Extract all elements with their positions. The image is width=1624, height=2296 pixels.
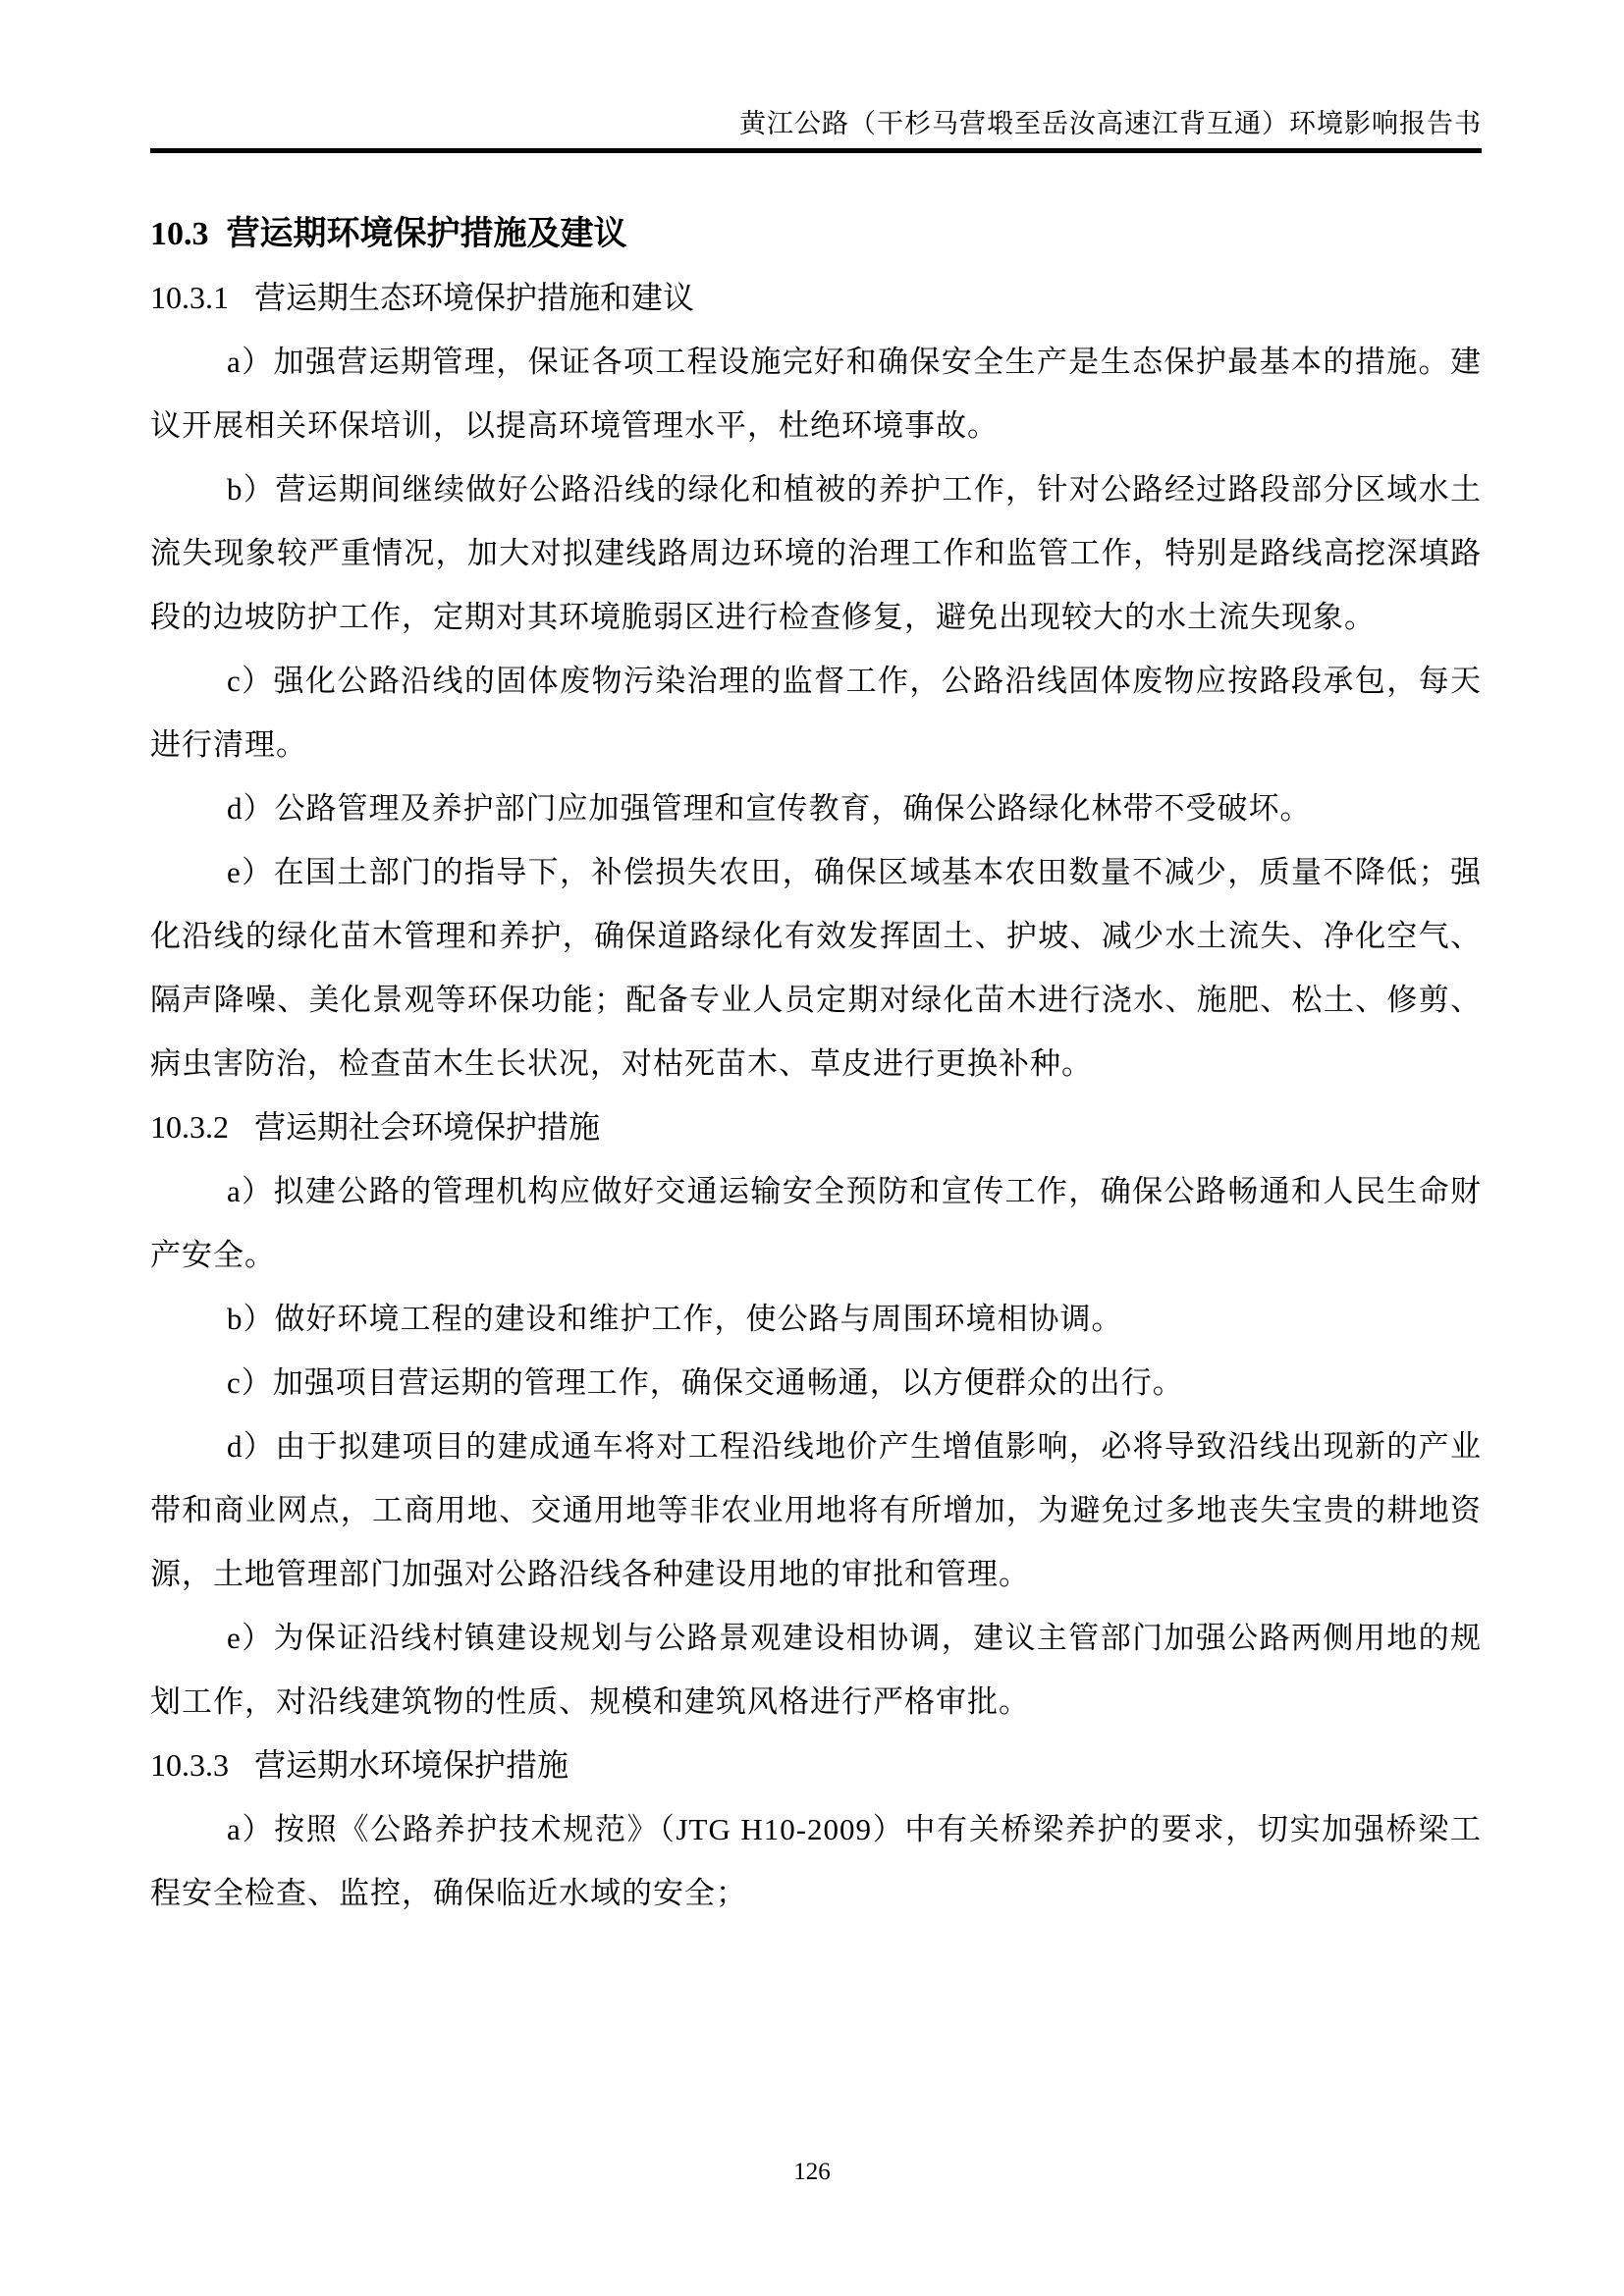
page-footer	[0, 2159, 1624, 2186]
paragraph: e）在国土部门的指导下，补偿损失农田，确保区域基本农田数量不减少，质量不降低；强化沿线的绿化苗木管理和养护，确保道路绿化有效发挥固土、护坡、减少水土流失、净化空气、隔声降噪、美化景观等环保功能；配备专业人员定期对绿化苗木进行浇水、施肥、松土、修剪、病虫害防治，检查苗木生长状况，对枯死苗木、草皮进行更换补种。	[150, 855, 1482, 1081]
subsection-title: 营运期社会环境保护措施	[254, 1109, 601, 1145]
paragraph: a）加强营运期管理，保证各项工程设施完好和确保安全生产是生态保护最基本的措施。建议开展相关环保培训，以提高环境管理水平，杜绝环境事故。	[150, 345, 1482, 443]
header-title: 黄江公路（干杉马营塅至岳汝高速江背互通）环境影响报告书	[739, 109, 1482, 138]
page-number: 126	[793, 2159, 831, 2185]
subsection-heading	[150, 1734, 1482, 1797]
paragraph: b）营运期间继续做好公路沿线的绿化和植被的养护工作，针对公路经过路段部分区域水土流失现象较严重情况，加大对拟建线路周边环境的治理工作和监管工作，特别是路线高挖深填路段的边坡防护工作，定期对其环境脆弱区进行检查修复，避免出现较大的水土流失现象。	[150, 472, 1482, 634]
paragraph: d）由于拟建项目的建成通车将对工程沿线地价产生增值影响，必将导致沿线出现新的产业带和商业网点，工商用地、交通用地等非农业用地将有所增加，为避免过多地丧失宝贵的耕地资源，土地管理部门加强对公路沿线各种建设用地的审批和管理。	[150, 1429, 1482, 1591]
document-body	[150, 202, 1482, 1925]
subsection-number: 10.3.2	[150, 1109, 229, 1145]
paragraph: a）按照《公路养护技术规范》（JTG H10-2009）中有关桥梁养护的要求，切实加强桥梁工程安全检查、监控，确保临近水域的安全；	[150, 1812, 1482, 1910]
section-number: 10.3	[150, 216, 209, 252]
section-title: 营运期环境保护措施及建议	[226, 216, 627, 252]
subsection-title: 营运期生态环境保护措施和建议	[254, 280, 695, 315]
subsection-number: 10.3.1	[150, 280, 229, 315]
paragraph: e）为保证沿线村镇建设规划与公路景观建设相协调，建议主管部门加强公路两侧用地的规划工作，对沿线建筑物的性质、规模和建筑风格进行严格审批。	[150, 1621, 1482, 1719]
paragraph: a）拟建公路的管理机构应做好交通运输安全预防和宣传工作，确保公路畅通和人民生命财产安全。	[150, 1174, 1482, 1272]
paragraph: d）公路管理及养护部门应加强管理和宣传教育，确保公路绿化林带不受破坏。	[227, 791, 1312, 826]
page-header	[150, 0, 1482, 153]
subsection-title: 营运期水环境保护措施	[254, 1747, 569, 1783]
section-heading	[150, 202, 1482, 266]
paragraph: c）强化公路沿线的固体废物污染治理的监督工作，公路沿线固体废物应按路段承包，每天进行清理。	[150, 664, 1482, 762]
subsection-heading	[150, 1095, 1482, 1159]
subsection-number: 10.3.3	[150, 1747, 229, 1783]
paragraph: c）加强项目营运期的管理工作，确保交通畅通，以方便群众的出行。	[227, 1365, 1184, 1400]
paragraph: b）做好环境工程的建设和维护工作，使公路与周围环境相协调。	[227, 1302, 1123, 1336]
subsection-heading	[150, 266, 1482, 330]
